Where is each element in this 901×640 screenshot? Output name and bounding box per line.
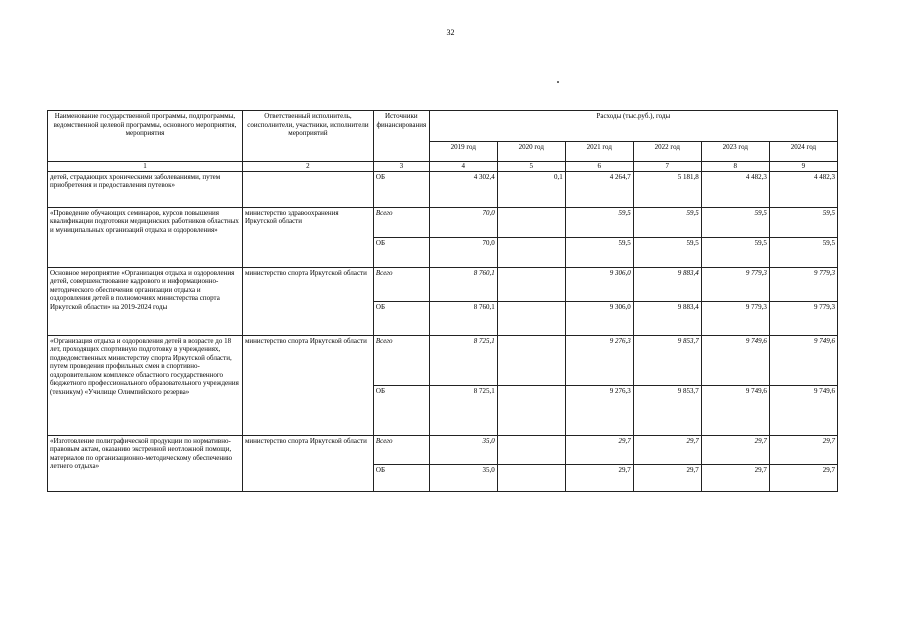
- funding-source: ОБ: [373, 301, 429, 335]
- value-2022: 9 853,7: [633, 385, 701, 435]
- value-2023: 59,5: [701, 237, 769, 267]
- column-number: 6: [565, 162, 633, 172]
- header-year: 2023 год: [701, 142, 769, 162]
- scan-speck: [557, 81, 559, 83]
- value-2020: [497, 464, 565, 491]
- value-2022: 9 883,4: [633, 267, 701, 301]
- value-2024: 59,5: [769, 237, 837, 267]
- page-number: 32: [446, 28, 455, 37]
- value-2024: 9 749,6: [769, 385, 837, 435]
- value-2019: 8 760,1: [429, 301, 497, 335]
- header-year: 2022 год: [633, 142, 701, 162]
- value-2024: 59,5: [769, 207, 837, 237]
- table-row: [48, 171, 838, 207]
- value-2024: 9 779,3: [769, 301, 837, 335]
- value-2021: 4 264,7: [565, 171, 633, 207]
- column-number: 8: [701, 162, 769, 172]
- value-2022: 59,5: [633, 207, 701, 237]
- funding-source: ОБ: [373, 237, 429, 267]
- value-2020: [497, 237, 565, 267]
- value-2021: 9 306,0: [565, 301, 633, 335]
- value-2022: 29,7: [633, 464, 701, 491]
- value-2023: 29,7: [701, 435, 769, 464]
- activity-name: «Проведение обучающих семинаров, курсов повышения квалификации подготовки медицинских работников областных и муниципальных организаций отдыха и оздоровления»: [48, 207, 243, 267]
- table-row: [48, 267, 838, 301]
- column-number: 4: [429, 162, 497, 172]
- value-2020: [497, 385, 565, 435]
- value-2021: 59,5: [565, 207, 633, 237]
- funding-source-total: Всего: [373, 207, 429, 237]
- column-number: 9: [769, 162, 837, 172]
- value-2022: 29,7: [633, 435, 701, 464]
- value-2023: 9 749,6: [701, 385, 769, 435]
- column-number-row: [48, 162, 838, 172]
- activity-name: Основное мероприятие «Организация отдыха и оздоровления детей, совершенствование кадрового и информационно-методического обеспечения организации отдыха и оздоровления детей в полномочиях министерства спорта Иркутской области» на 2019-2024 годы: [48, 267, 243, 335]
- table-row: [48, 207, 838, 237]
- value-2022: 59,5: [633, 237, 701, 267]
- column-number: 1: [48, 162, 243, 172]
- funding-source-total: Всего: [373, 335, 429, 385]
- value-2023: 59,5: [701, 207, 769, 237]
- value-2021: 59,5: [565, 237, 633, 267]
- header-name: Наименование государственной программы, подпрограммы, ведомственной целевой программы, основного мероприятия, мероприятия: [48, 111, 243, 162]
- funding-source: ОБ: [373, 385, 429, 435]
- table-row: [48, 335, 838, 385]
- value-2020: [497, 335, 565, 385]
- value-2022: 5 181,8: [633, 171, 701, 207]
- value-2023: 29,7: [701, 464, 769, 491]
- value-2019: 8 725,1: [429, 335, 497, 385]
- header-executor: Ответственный исполнитель, соисполнители, участники, исполнители мероприятий: [242, 111, 373, 162]
- funding-source-total: Всего: [373, 267, 429, 301]
- column-number: 7: [633, 162, 701, 172]
- column-number: 5: [497, 162, 565, 172]
- value-2023: 9 749,6: [701, 335, 769, 385]
- value-2022: 9 853,7: [633, 335, 701, 385]
- value-2019: 8 725,1: [429, 385, 497, 435]
- value-2024: 9 779,3: [769, 267, 837, 301]
- value-2019: 70,0: [429, 237, 497, 267]
- executor: министерство здравоохранения Иркутской области: [242, 207, 373, 267]
- value-2021: 29,7: [565, 464, 633, 491]
- activity-name: детей, страдающих хроническими заболеваниями, путем приобретения и предоставления путевок»: [48, 171, 243, 207]
- funding-source: ОБ: [373, 171, 429, 207]
- value-2024: 4 482,3: [769, 171, 837, 207]
- funding-source: ОБ: [373, 464, 429, 491]
- header-year: 2021 год: [565, 142, 633, 162]
- column-number: 2: [242, 162, 373, 172]
- activity-name: «Организация отдыха и оздоровления детей в возрасте до 18 лет, проходящих спортивную подготовку в учреждениях, подведомственных министерству спорта Иркутской области, путем проведения профильных смен в спортивно-оздоровительном комплексе областного государственного бюджетного профессионального образовательного учреждения (техникум) «Училище Олимпийского резерва»: [48, 335, 243, 435]
- value-2020: [497, 301, 565, 335]
- value-2021: 29,7: [565, 435, 633, 464]
- table-row: [48, 435, 838, 464]
- value-2021: 9 306,0: [565, 267, 633, 301]
- value-2024: 9 749,6: [769, 335, 837, 385]
- header-year: 2019 год: [429, 142, 497, 162]
- column-number: 3: [373, 162, 429, 172]
- value-2019: 8 760,1: [429, 267, 497, 301]
- value-2022: 9 883,4: [633, 301, 701, 335]
- header-expenses: Расходы (тыс.руб.), годы: [429, 111, 837, 142]
- executor: министерство спорта Иркутской области: [242, 335, 373, 435]
- value-2021: 9 276,3: [565, 385, 633, 435]
- header-year: 2024 год: [769, 142, 837, 162]
- executor: [242, 171, 373, 207]
- value-2019: 70,0: [429, 207, 497, 237]
- value-2023: 9 779,3: [701, 267, 769, 301]
- value-2020: 0,1: [497, 171, 565, 207]
- funding-source-total: Всего: [373, 435, 429, 464]
- value-2021: 9 276,3: [565, 335, 633, 385]
- value-2023: 9 779,3: [701, 301, 769, 335]
- value-2023: 4 482,3: [701, 171, 769, 207]
- value-2024: 29,7: [769, 435, 837, 464]
- executor: министерство спорта Иркутской области: [242, 267, 373, 335]
- header-year: 2020 год: [497, 142, 565, 162]
- value-2020: [497, 207, 565, 237]
- activity-name: «Изготовление полиграфической продукции по нормативно-правовым актам, оказанию экстренной неотложной помощи, материалов по организационно-методическому обеспечению летнего отдыха»: [48, 435, 243, 491]
- value-2019: 35,0: [429, 435, 497, 464]
- value-2020: [497, 435, 565, 464]
- budget-table: [47, 110, 838, 492]
- value-2019: 35,0: [429, 464, 497, 491]
- value-2020: [497, 267, 565, 301]
- executor: министерство спорта Иркутской области: [242, 435, 373, 491]
- header-source: Источники финансирования: [373, 111, 429, 162]
- value-2024: 29,7: [769, 464, 837, 491]
- value-2019: 4 302,4: [429, 171, 497, 207]
